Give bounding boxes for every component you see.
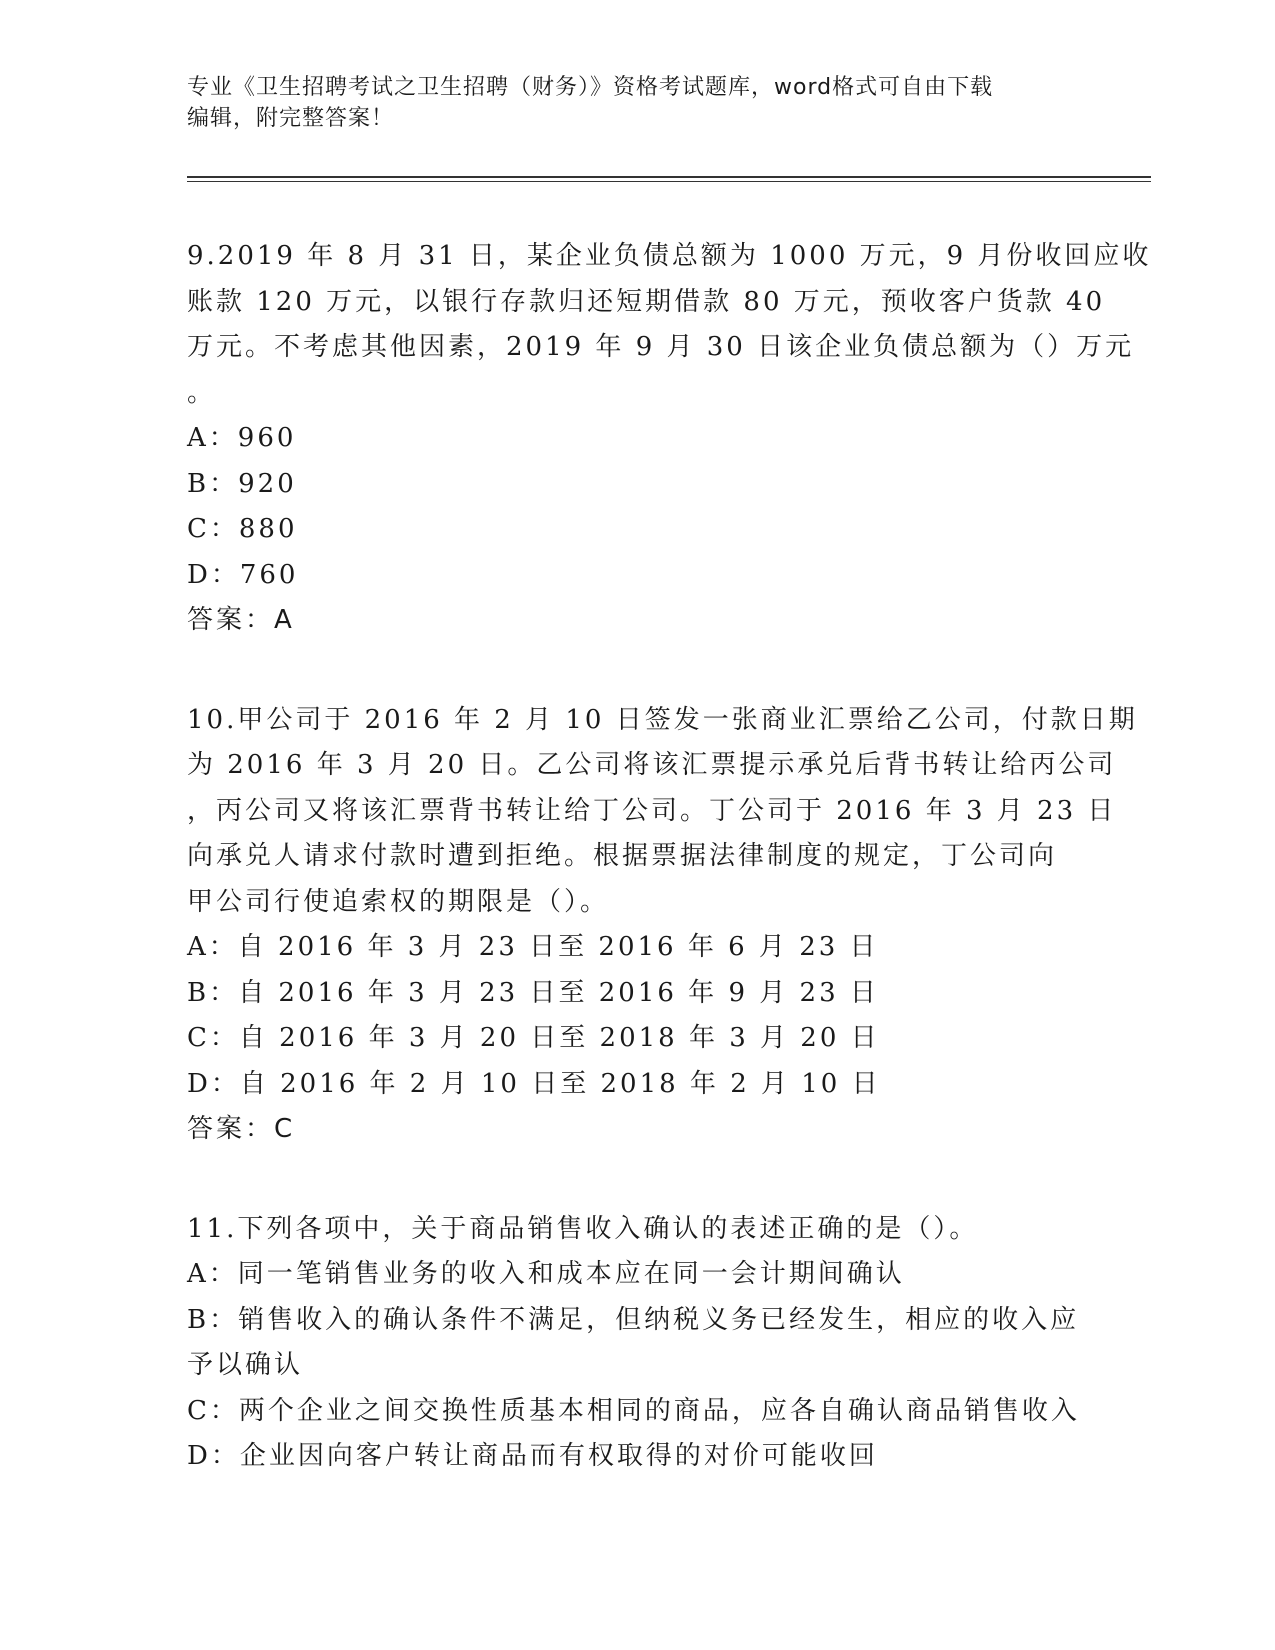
header-line-1: 专业《卫生招聘考试之卫生招聘（财务）》资格考试题库，word格式可自由下载 [187, 75, 994, 100]
option-b-continued: 予以确认 [187, 1350, 304, 1380]
option-c: C：880 [187, 514, 298, 544]
option-a: A：自 2016 年 3 月 23 日至 2016 年 6 月 23 日 [187, 932, 879, 962]
question-stem-line: 10.甲公司于 2016 年 2 月 10 日签发一张商业汇票给乙公司，付款日期 [187, 704, 1138, 735]
header-line-2: 编辑，附完整答案！ [187, 106, 395, 131]
answer-label: 答案：A [187, 605, 295, 635]
document-header [187, 72, 1087, 134]
question-stem-line: 向承兑人请求付款时遭到拒绝。根据票据法律制度的规定，丁公司向 [187, 841, 1058, 871]
option-a: A：同一笔销售业务的收入和成本应在同一会计期间确认 [187, 1259, 905, 1289]
header-divider-thin [187, 181, 1151, 182]
option-b: B：销售收入的确认条件不满足，但纳税义务已经发生，相应的收入应 [187, 1304, 1080, 1335]
option-c: C：自 2016 年 3 月 20 日至 2018 年 3 月 20 日 [187, 1023, 880, 1053]
option-d: D：自 2016 年 2 月 10 日至 2018 年 2 月 10 日 [187, 1068, 881, 1099]
question-stem-line: 甲公司行使追索权的期限是（）。 [187, 886, 610, 917]
question-stem-line: 万元。不考虑其他因素，2019 年 9 月 30 日该企业负债总额为（）万元 [187, 332, 1135, 362]
option-b: B：自 2016 年 3 月 23 日至 2016 年 9 月 23 日 [187, 977, 879, 1008]
question-stem-line: 11.下列各项中，关于商品销售收入确认的表述正确的是（）。 [187, 1213, 979, 1244]
answer-label: 答案：C [187, 1114, 296, 1144]
question-stem-line: 账款 120 万元，以银行存款归还短期借款 80 万元，预收客户货款 40 [187, 286, 1106, 317]
question-10 [187, 698, 1138, 1153]
option-c: C：两个企业之间交换性质基本相同的商品，应各自确认商品销售收入 [187, 1395, 1080, 1426]
option-a: A：960 [187, 423, 297, 453]
question-spacer [187, 644, 1107, 698]
question-9 [187, 234, 1152, 644]
question-11 [187, 1207, 1107, 1480]
question-stem-line: 为 2016 年 3 月 20 日。乙公司将该汇票提示承兑后背书转让给丙公司 [187, 750, 1117, 780]
question-stem-line: 。 [187, 377, 217, 408]
header-divider [187, 176, 1151, 178]
question-stem-line: ，丙公司又将该汇票背书转让给丁公司。丁公司于 2016 年 3 月 23 日 [187, 795, 1117, 826]
question-stem-line: 9.2019 年 8 月 31 日，某企业负债总额为 1000 万元，9 月份收回应收 [187, 241, 1152, 271]
question-spacer [187, 1153, 1107, 1207]
option-b: B：920 [187, 468, 297, 499]
question-list [187, 234, 1152, 1480]
option-d: D：企业因向客户转让商品而有权取得的对价可能收回 [187, 1441, 878, 1471]
option-d: D：760 [187, 559, 299, 590]
